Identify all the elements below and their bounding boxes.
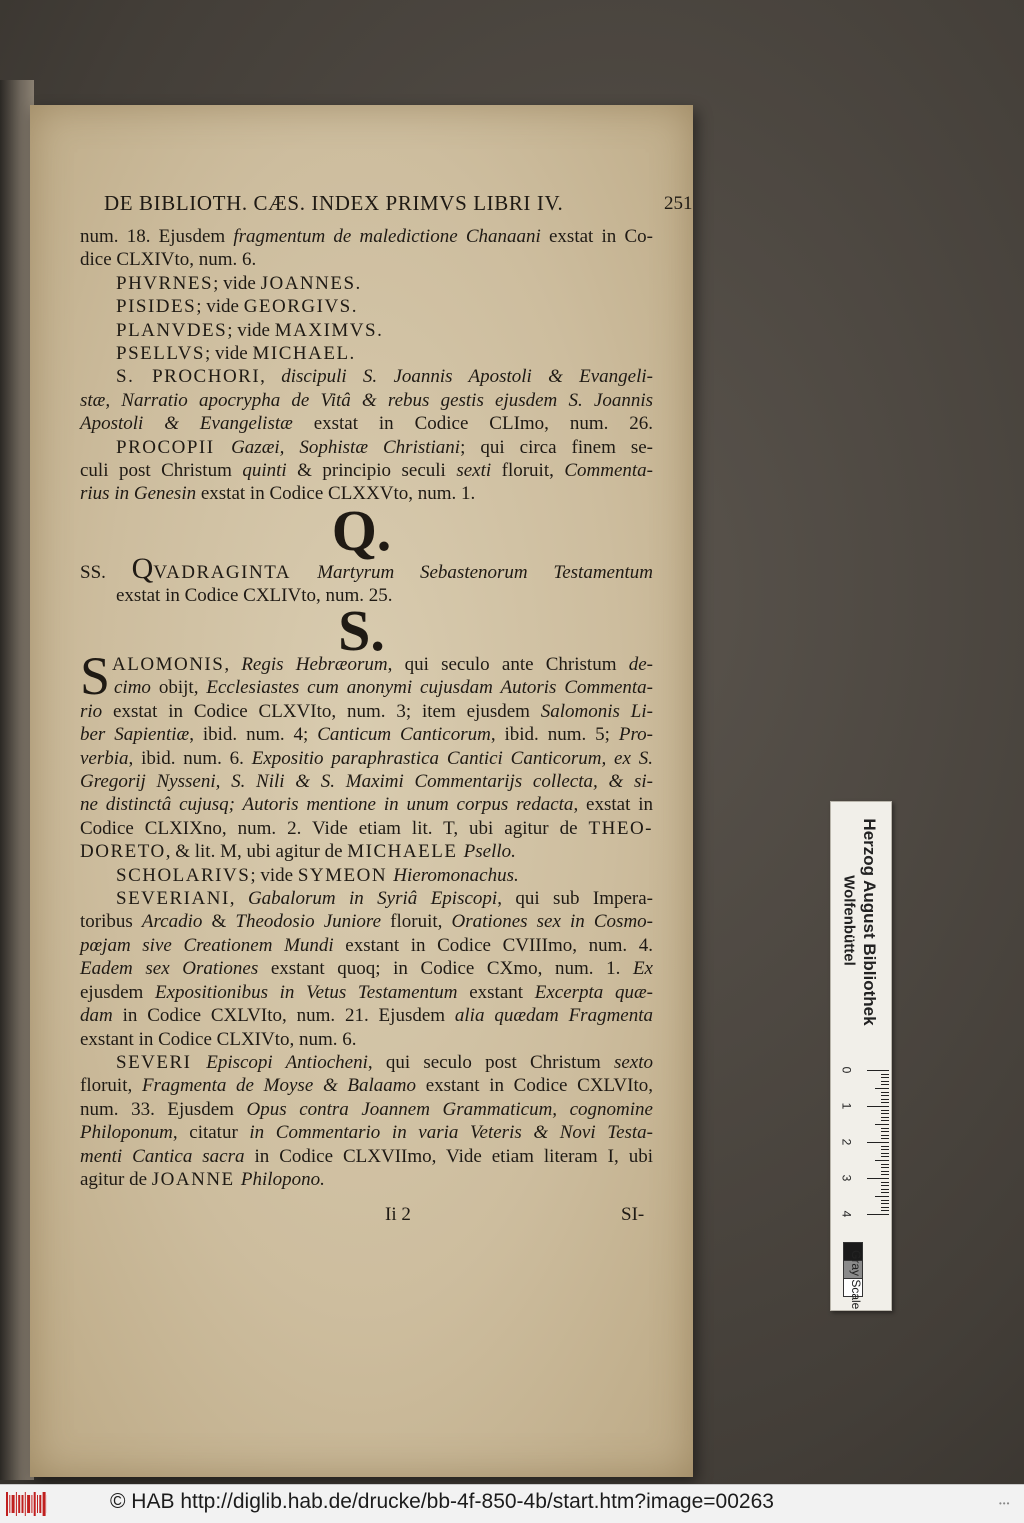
section-letter-q: Q. (30, 497, 693, 564)
text-line: SEVERIANI, Gabalorum in Syriâ Episcopi, qui sub Impera- (80, 887, 653, 910)
text-line: toribus Arcadio & Theodosio Juniore floruit, Orationes sex in Cosmo- (80, 910, 653, 933)
text-line: SEVERI Episcopi Antiocheni, qui seculo post Christum sexto (80, 1051, 653, 1074)
logo-bar (43, 1492, 46, 1516)
text-line: num. 18. Ejusdem fragmentum de maledictione Chanaani exstat in Co- (80, 225, 653, 248)
text-line: PLANVDES; vide MAXIMVS. (80, 319, 653, 342)
copyright-url[interactable]: © HAB http://diglib.hab.de/drucke/bb-4f-850-4b/start.htm?image=00263 (110, 1490, 774, 1514)
ruler-tick (867, 1142, 889, 1143)
ruler-number: 1 (839, 1103, 853, 1110)
ruler-tick (867, 1106, 889, 1107)
ruler-tick (875, 1088, 889, 1089)
text-line: dice CLXIVto, num. 6. (80, 248, 653, 271)
signature-mark: Ii 2 (385, 1204, 411, 1226)
logo-bar (18, 1495, 20, 1513)
ruler-tick (881, 1207, 889, 1208)
text-line: DORETO, & lit. M, ubi agitur de MICHAELE Psello. (80, 840, 653, 863)
text-line: ber Sapientiæ, ibid. num. 4; Canticum Canticorum, ibid. num. 5; Pro- (80, 723, 653, 746)
ruler-tick (881, 1117, 889, 1118)
ruler-tick (881, 1110, 889, 1111)
ruler-tick (881, 1077, 889, 1078)
ruler-tick (867, 1214, 889, 1215)
text-line: ejusdem Expositionibus in Vetus Testamentum exstant Excerpta quæ- (80, 981, 653, 1004)
ruler-tick (881, 1189, 889, 1190)
text-line: PSELLVS; vide MICHAEL. (80, 342, 653, 365)
ruler-tick (881, 1164, 889, 1165)
text-line: floruit, Fragmenta de Moyse & Balaamo exstant in Codice CXLVIto, (80, 1074, 653, 1097)
ruler-number: 0 (839, 1067, 853, 1074)
library-city: Wolfenbüttel (841, 811, 858, 1031)
ruler-library-label (831, 802, 891, 1052)
logo-bar (34, 1492, 36, 1516)
text-line: rio exstat in Codice CLXVIto, num. 3; item ejusdem Salomonis Li- (80, 700, 653, 723)
text-line: exstant in Codice CLXIVto, num. 6. (80, 1028, 653, 1051)
ruler-tick (881, 1203, 889, 1204)
logo-bar (31, 1495, 32, 1513)
ruler-tick (881, 1149, 889, 1150)
ruler-tick (881, 1185, 889, 1186)
logo-bar (39, 1495, 41, 1513)
ruler-tick (867, 1070, 889, 1071)
book-page (30, 105, 693, 1477)
text-line: pœjam sive Creationem Mundi exstant in Codice CVIIImo, num. 4. (80, 934, 653, 957)
logo-bar (25, 1492, 26, 1516)
footer-bar (0, 1484, 1024, 1523)
ruler-number: 3 (839, 1175, 853, 1182)
logo-bar (6, 1492, 8, 1516)
text-line: dam in Codice CXLVIto, num. 21. Ejusdem alia quædam Fragmenta (80, 1004, 653, 1027)
text-line: culi post Christum quinti & principio seculi sexti floruit, Commenta- (80, 459, 653, 482)
ruler-tick (881, 1095, 889, 1096)
ruler-tick (867, 1178, 889, 1179)
ruler-tick (881, 1200, 889, 1201)
scale-ruler (830, 801, 892, 1311)
text-line: PROCOPII Gazæi, Sophistæ Christiani; qui circa finem se- (80, 436, 653, 459)
ruler-tick (881, 1171, 889, 1172)
ruler-tick (881, 1092, 889, 1093)
text-line: SALOMONIS, Regis Hebræorum, qui seculo ante Christum de- (80, 653, 653, 676)
ruler-tick (881, 1128, 889, 1129)
ruler-tick (881, 1156, 889, 1157)
ruler-tick (881, 1153, 889, 1154)
page-number: 251 (664, 193, 693, 215)
logo-bar (22, 1495, 24, 1513)
ruler-tick (881, 1146, 889, 1147)
running-head: DE BIBLIOTH. CÆS. INDEX PRIMVS LIBRI IV. (104, 191, 624, 216)
ruler-tick (881, 1074, 889, 1075)
text-line: verbia, ibid. num. 6. Expositio paraphrastica Cantici Canticorum, ex S. (80, 747, 653, 770)
logo-bar (9, 1495, 10, 1513)
text-line: num. 33. Ejusdem Opus contra Joannem Grammaticum, cognomine (80, 1098, 653, 1121)
text-line: S. PROCHORI, discipuli S. Joannis Apostoli & Evangeli- (80, 365, 653, 388)
ruler-tick (881, 1113, 889, 1114)
ruler-tick (881, 1084, 889, 1085)
ruler-tick (875, 1196, 889, 1197)
text-block-s (80, 653, 653, 1191)
ruler-tick (881, 1182, 889, 1183)
hab-barcode-icon[interactable] (5, 1492, 47, 1516)
text-line: menti Cantica sacra in Codice CLXVIImo, Vide etiam literam I, ubi (80, 1145, 653, 1168)
more-icon[interactable]: ••• (999, 1499, 1010, 1508)
text-line: Gregorij Nysseni, S. Nili & S. Maximi Commentarijs collecta, & si- (80, 770, 653, 793)
text-line: stæ, Narratio apocrypha de Vitâ & rebus gestis ejusdem S. Joannis (80, 389, 653, 412)
logo-bar (16, 1492, 17, 1516)
ruler-tick (881, 1099, 889, 1100)
ruler-tick (881, 1102, 889, 1103)
gray-scale-label: Gray Scale (849, 1250, 863, 1309)
logo-bar (37, 1495, 38, 1513)
ruler-tick (881, 1135, 889, 1136)
section-letter-s: S. (30, 597, 693, 664)
ruler-tick (881, 1131, 889, 1132)
ruler-tick (875, 1160, 889, 1161)
ruler-tick (881, 1138, 889, 1139)
ruler-tick (875, 1124, 889, 1125)
library-name: Herzog August Bibliothek (859, 812, 879, 1032)
catchword: SI- (621, 1204, 644, 1226)
text-line: exstat in Codice CXLIVto, num. 25. (80, 584, 653, 607)
text-line: SS. QVADRAGINTA Martyrum Sebastenorum Testamentum (80, 557, 653, 584)
ruler-tick (881, 1210, 889, 1211)
ruler-number: 2 (839, 1139, 853, 1146)
ruler-tick (881, 1120, 889, 1121)
ruler-number: 4 (839, 1211, 853, 1218)
ruler-tick (881, 1174, 889, 1175)
text-line: ne distinctâ cujusq; Autoris mentione in unum corpus redacta, exstat in (80, 793, 653, 816)
text-line: Codice CLXIXno, num. 2. Vide etiam lit. T, ubi agitur de THEO- (80, 817, 653, 840)
ruler-tick (881, 1192, 889, 1193)
adjacent-page-edge (0, 80, 34, 1480)
logo-bar (27, 1495, 30, 1513)
text-line: Apostoli & Evangelistæ exstat in Codice CLImo, num. 26. (80, 412, 653, 435)
text-line: Eadem sex Orationes exstant quoq; in Codice CXmo, num. 1. Ex (80, 957, 653, 980)
text-line: rius in Genesin exstat in Codice CLXXVto, num. 1. (80, 482, 653, 505)
text-line: PHVRNES; vide JOANNES. (80, 272, 653, 295)
ruler-tick (881, 1081, 889, 1082)
text-block-p (80, 225, 653, 506)
text-line: SCHOLARIVS; vide SYMEON Hieromonachus. (80, 864, 653, 887)
text-line: agitur de JOANNE Philopono. (80, 1168, 653, 1191)
ruler-tick (881, 1167, 889, 1168)
text-line: cimo obijt, Ecclesiastes cum anonymi cujusdam Autoris Commenta- (80, 676, 653, 699)
drop-cap: S (80, 653, 110, 699)
text-line: Philoponum, citatur in Commentario in varia Veteris & Novi Testa- (80, 1121, 653, 1144)
text-line: PISIDES; vide GEORGIVS. (80, 295, 653, 318)
logo-bar (12, 1495, 15, 1513)
